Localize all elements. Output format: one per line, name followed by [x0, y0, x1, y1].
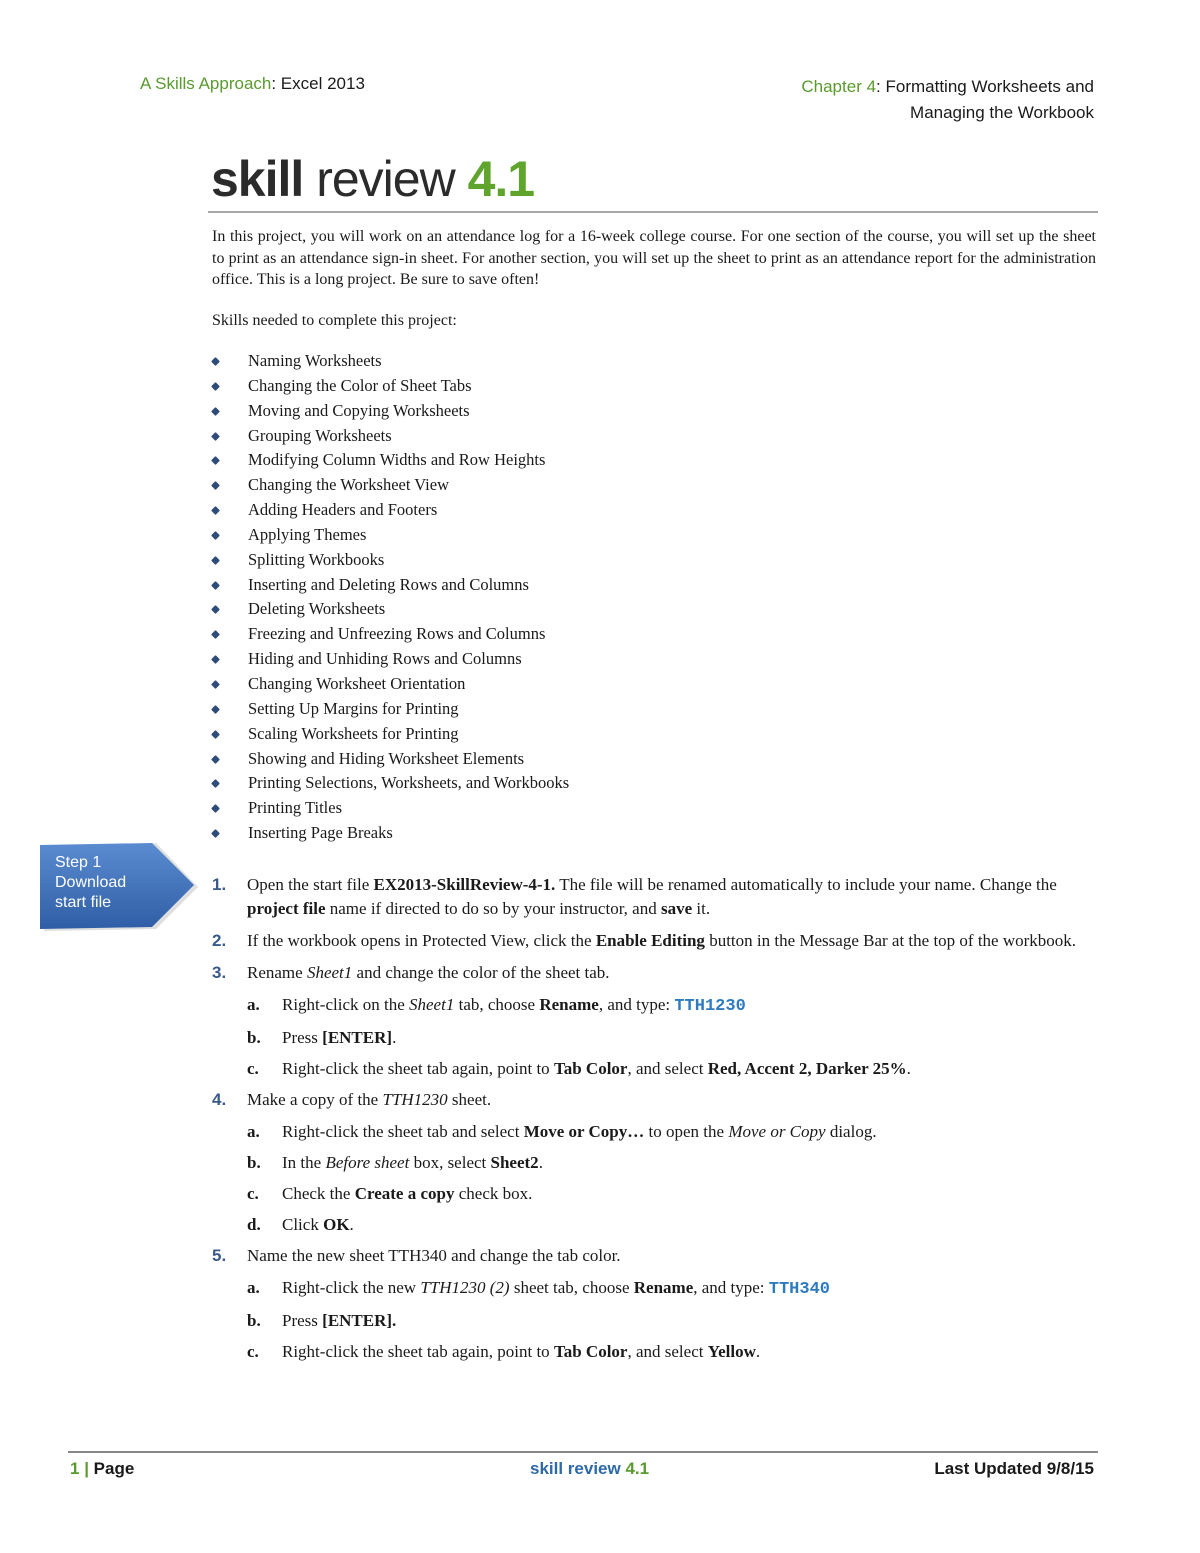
- step-5c: c. Right-click the sheet tab again, point to Tab Color, and select Yellow.: [247, 1342, 761, 1361]
- bullet-icon: [211, 481, 220, 490]
- list-item: Grouping Worksheets: [212, 424, 569, 449]
- step-1: 1. Open the start file EX2013-SkillReview-4-1. The file will be renamed automatically to include your name. Change the project file name if directed to do so by your instructor, and save it.: [212, 875, 1057, 918]
- step-2: 2. If the workbook opens in Protected View, click the Enable Editing button in the Message Bar at the top of the workbook.: [212, 929, 1102, 953]
- typed-text: TTH1230: [674, 997, 746, 1016]
- skills-list: [212, 349, 569, 846]
- title-word-skill: skill: [211, 151, 304, 207]
- step-4a: a. Right-click the sheet tab and select Move or Copy… to open the Move or Copy dialog.: [247, 1122, 877, 1141]
- chapter-title-line1: : Formatting Worksheets and: [876, 77, 1094, 96]
- skills-heading: Skills needed to complete this project:: [212, 312, 457, 329]
- bullet-icon: [211, 680, 220, 689]
- footer-last-updated: Last Updated 9/8/15: [934, 1459, 1094, 1478]
- list-item: Modifying Column Widths and Row Heights: [212, 448, 569, 473]
- chapter-title-line2: Managing the Workbook: [910, 103, 1094, 122]
- book-title: A Skills Approach: [140, 74, 272, 93]
- bullet-icon: [211, 357, 220, 366]
- bullet-icon: [211, 655, 220, 664]
- list-item: Adding Headers and Footers: [212, 498, 569, 523]
- bullet-icon: [211, 581, 220, 590]
- list-item: Printing Titles: [212, 796, 569, 821]
- bullet-icon: [211, 829, 220, 838]
- step-4c: c. Check the Create a copy check box.: [247, 1184, 533, 1203]
- list-item: Changing the Worksheet View: [212, 473, 569, 498]
- list-item: Applying Themes: [212, 523, 569, 548]
- step-3: 3. Rename Sheet1 and change the color of the sheet tab.: [212, 961, 1102, 985]
- step-4b: b. In the Before sheet box, select Sheet2.: [247, 1153, 543, 1172]
- bullet-icon: [211, 605, 220, 614]
- step-5a: a. Right-click the new TTH1230 (2) sheet tab, choose Rename, and type: TTH340: [247, 1278, 830, 1299]
- callout-text: Step 1 Download start file: [55, 854, 127, 911]
- list-item: Hiding and Unhiding Rows and Columns: [212, 647, 569, 672]
- list-item: Freezing and Unfreezing Rows and Columns: [212, 622, 569, 647]
- bullet-icon: [211, 456, 220, 465]
- instruction-steps: [212, 873, 1102, 1371]
- title-number: 4.1: [467, 151, 535, 207]
- bullet-icon: [211, 779, 220, 788]
- list-item: Printing Selections, Worksheets, and Workbooks: [212, 771, 569, 796]
- step-5: 5. Name the new sheet TTH340 and change the tab color.: [212, 1244, 1102, 1268]
- title-divider: [208, 211, 1098, 213]
- bullet-icon: [211, 506, 220, 515]
- list-item: Deleting Worksheets: [212, 597, 569, 622]
- list-item: Moving and Copying Worksheets: [212, 399, 569, 424]
- bullet-icon: [211, 804, 220, 813]
- list-item: Setting Up Margins for Printing: [212, 697, 569, 722]
- list-item: Changing the Color of Sheet Tabs: [212, 374, 569, 399]
- bullet-icon: [211, 556, 220, 565]
- bullet-icon: [211, 432, 220, 441]
- step-5b: b. Press [ENTER].: [247, 1311, 397, 1330]
- bullet-icon: [211, 382, 220, 391]
- running-header-left: [140, 74, 365, 94]
- title-word-review: review: [316, 151, 455, 207]
- step-4: 4. Make a copy of the TTH1230 sheet.: [212, 1088, 1102, 1112]
- list-item: Scaling Worksheets for Printing: [212, 722, 569, 747]
- list-item: Inserting and Deleting Rows and Columns: [212, 573, 569, 598]
- running-header-right: [801, 74, 1094, 126]
- step-number: 1.: [212, 875, 227, 894]
- page-title: [211, 150, 534, 208]
- list-item: Naming Worksheets: [212, 349, 569, 374]
- step-4d: d. Click OK.: [247, 1215, 354, 1234]
- step-3b: b. Press [ENTER].: [247, 1028, 397, 1047]
- chapter-number: Chapter 4: [801, 77, 877, 96]
- step-3a: a. Right-click on the Sheet1 tab, choose Rename, and type: TTH1230: [247, 995, 746, 1016]
- typed-text: TTH340: [768, 1280, 830, 1299]
- step1-callout: [40, 843, 198, 929]
- step-number: 2.: [212, 931, 227, 950]
- list-item: Inserting Page Breaks: [212, 821, 569, 846]
- step-number: 3.: [212, 963, 227, 982]
- list-item: Splitting Workbooks: [212, 548, 569, 573]
- bullet-icon: [211, 407, 220, 416]
- list-item: Changing Worksheet Orientation: [212, 672, 569, 697]
- bullet-icon: [211, 630, 220, 639]
- start-filename: EX2013-SkillReview-4-1.: [373, 875, 556, 894]
- step-number: 4.: [212, 1090, 227, 1109]
- book-subtitle: : Excel 2013: [271, 74, 365, 93]
- bullet-icon: [211, 531, 220, 540]
- footer-divider: [68, 1451, 1098, 1453]
- bullet-icon: [211, 705, 220, 714]
- step-number: 5.: [212, 1246, 227, 1265]
- footer-page-number: 1 | Page: [70, 1459, 135, 1478]
- bullet-icon: [211, 730, 220, 739]
- step-3c: c. Right-click the sheet tab again, point to Tab Color, and select Red, Accent 2, Darker 25%.: [247, 1059, 911, 1078]
- footer-title: skill review 4.1: [530, 1459, 650, 1478]
- intro-paragraph: In this project, you will work on an attendance log for a 16-week college course. For one section of the course, you will set up the sheet to print as an attendance sign-in sheet. For another section, you will set up the sheet to print as an attendance report for the administration office. This is a long project. Be sure to save often!: [212, 228, 1096, 288]
- list-item: Showing and Hiding Worksheet Elements: [212, 747, 569, 772]
- bullet-icon: [211, 755, 220, 764]
